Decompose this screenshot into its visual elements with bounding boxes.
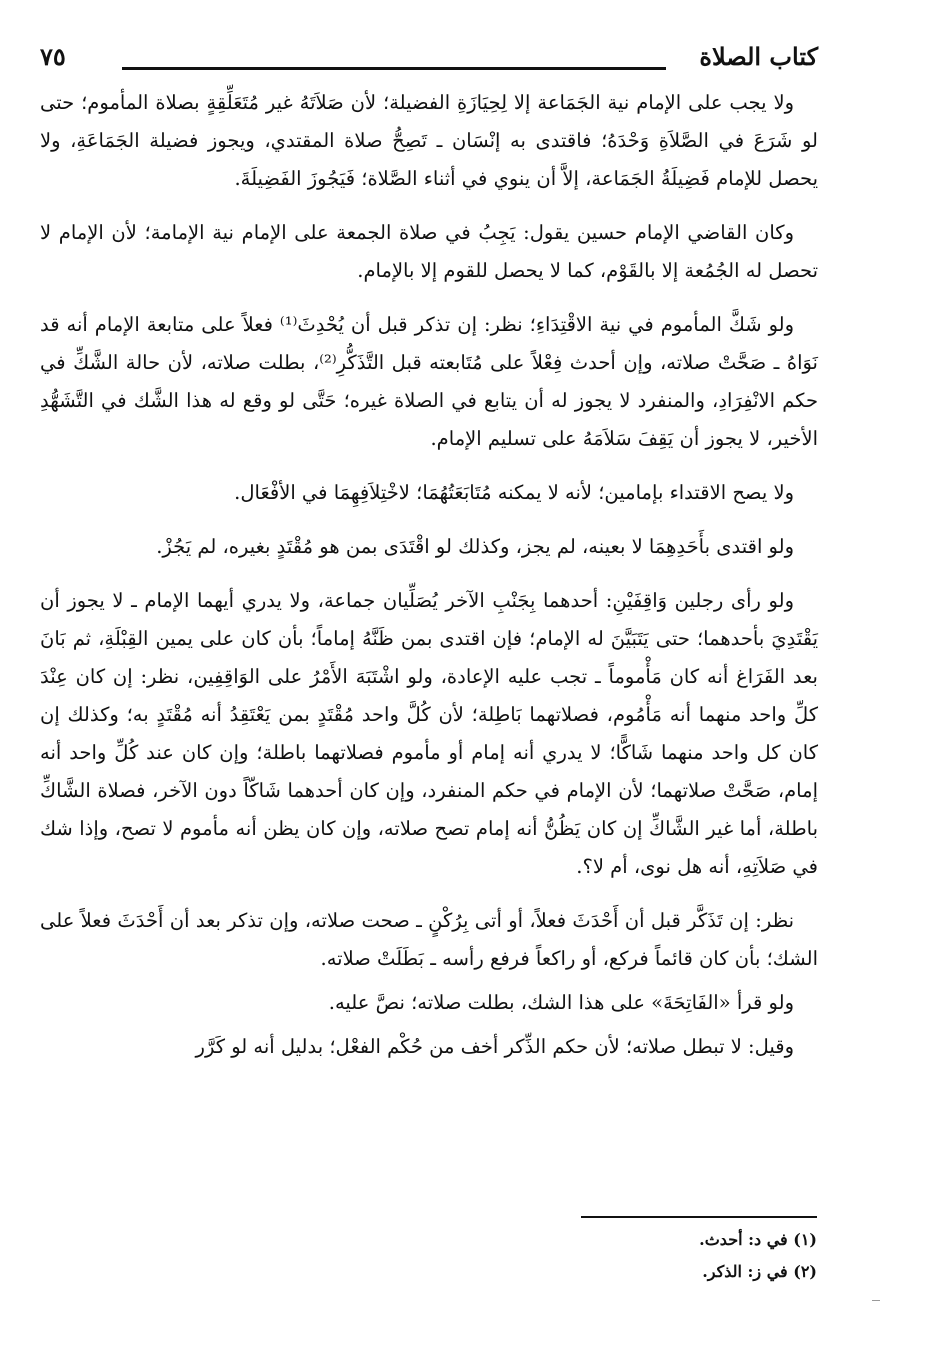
footnote-rule — [581, 1216, 817, 1218]
paragraph-remembering: نظر: إن تَذَكَّر قبل أن أَحْدَثَ فعلاً، أو أتى بِرُكْنٍ ـ صحت صلاته، وإن تذكر بعد أن أَحْدَثَ فعلاً على الشك؛ بأن كان قائماً فركع، أو راكعاً فرفع رأسه ـ بَطَلَتْ صلاته. — [40, 909, 818, 970]
paragraph-doubt-following: ولو شَكَّ المأموم في نية الاقْتِدَاءِ؛ نظر: إن تذكر قبل أن يُحْدِثَ⁽¹⁾ فعلاً على متابعة الإمام أنه قد نَوَاهُ ـ صَحَّتْ صلاته، وإن أحدث فِعْلاً على مُتَابعته قبل التَّذَكُّرِ⁽²⁾، بطلت صلاته، لأن حالة الشَّكِّ في حكم الانْفِرَادِ، والمنفرد لا يجوز له أن يتابع في الصلاة غيره؛ حَتَّى لو وقع له هذا الشَّك في التَّشَهُّدِ الأخير، لا يجوز أن يَقِفَ سَلاَمَهُ على تسليم الإمام. — [40, 313, 818, 450]
footnote-2: (٢) في ز: الذكر. — [702, 1262, 817, 1281]
running-head — [40, 40, 818, 80]
paragraph-it-was-said: وقيل: لا تبطل صلاته؛ لأن حكم الذِّكر أخف من حُكْم الفعْل؛ بدليل أنه لو كَرَّر — [195, 1035, 794, 1058]
paragraph-friday-prayer: وكان القاضي الإمام حسين يقول: يَجِبُ في صلاة الجمعة على الإمام نية الإمامة؛ لأن الإمام لا تحصل له الجُمُعة إلا بالقَوْم، كما لا يحصل للقوم إلا بالإمام. — [40, 221, 818, 282]
page-number: ٧٥ — [40, 42, 66, 71]
paragraph-unspecified-imam: ولو اقتدى بأَحَدِهِمَا لا بعينه، لم يجز، وكذلك لو اقْتَدَى بمن هو مُقْتَدٍ بغيره، لم يَجُزْ. — [156, 535, 794, 558]
footnote-1: (١) في د: أحدث. — [699, 1230, 817, 1249]
chapter-title: كتاب الصلاة — [699, 42, 818, 71]
header-rule — [122, 67, 666, 70]
scan-mark — [872, 1300, 880, 1301]
footnotes — [317, 1224, 817, 1288]
paragraph-fatiha: ولو قرأ «الفَاتِحَةَ» على هذا الشك، بطلت صلاته؛ نصَّ عليه. — [328, 991, 794, 1014]
main-text — [40, 84, 818, 1072]
paragraph-two-imams: ولا يصح الاقتداء بإمامين؛ لأنه لا يمكنه مُتَابَعَتُهُمَا؛ لاخْتِلاَفِهِمَا في الأفْعَال. — [234, 481, 794, 504]
paragraph-two-men-standing: ولو رأى رجلين وَاقِفَيْنِ: أحدهما بِجَنْبِ الآخر يُصَلِّيان جماعة، ولا يدري أيهما الإمام ـ لا يجوز أن يَقْتَدِيَ بأحدهما؛ حتى يَتَبَيَّنَ له الإمام؛ فإن اقتدى بمن ظَنَّهُ إماماً؛ بأن كان على يمين القِبْلَةِ، ثم بَانَ بعد الفَرَاغ أنه كان مَأْموماً ـ تجب عليه الإعادة، ولو اشْتَبَهَ الأَمْرُ على الوَاقِفِين، نظر: إن كان عِنْدَ كلِّ واحد منهما أنه مَأْمُوم، فصلاتهما بَاطِلة؛ لأن كُلَّ واحد مُقْتَدٍ بمن يَعْتَقِدُ أنه مُقْتَدٍ به؛ وكذلك إن كان كل واحد منهما شَاكًّا؛ لا يدري أنه إمام أو مأموم فصلاتهما باطلة؛ وإن كان عند كُلِّ واحد أنه إمام، صَحَّتْ صلاتهما؛ لأن الإمام في حكم المنفرد، وإن كان أحدهما شَاكّاً دون الآخر، فصلاة الشَّاكِّ باطلة، أما غير الشَّاكِّ إن كان يَظُنُّ أنه إمام تصح صلاته، وإن كان يظن أنه مأموم لا تصح، وإذا شك في صَلاَتِهِ، أنه هل نوى، أم لا؟. — [40, 589, 818, 878]
paragraph-imam-intention: ولا يجب على الإمام نية الجَمَاعة إلا لِحِيَازَةِ الفضيلة؛ لأن صَلاَتَهُ غير مُتَعَلِّقِةٍ بصلاة المأموم؛ حتى لو شَرَعَ في الصَّلاَةِ وَحْدَهُ؛ فاقتدى به إنْسَان ـ تَصِحُّ صلاة المقتدي، ويجوز فضيلة الجَمَاعَةِ، ولا يحصل للإمام فَضِيلَةُ الجَمَاعة، إلاَّ أن ينوي في أثناء الصَّلاة؛ فَيَجُوزَ الفَضِيلَةَ. — [40, 91, 818, 190]
